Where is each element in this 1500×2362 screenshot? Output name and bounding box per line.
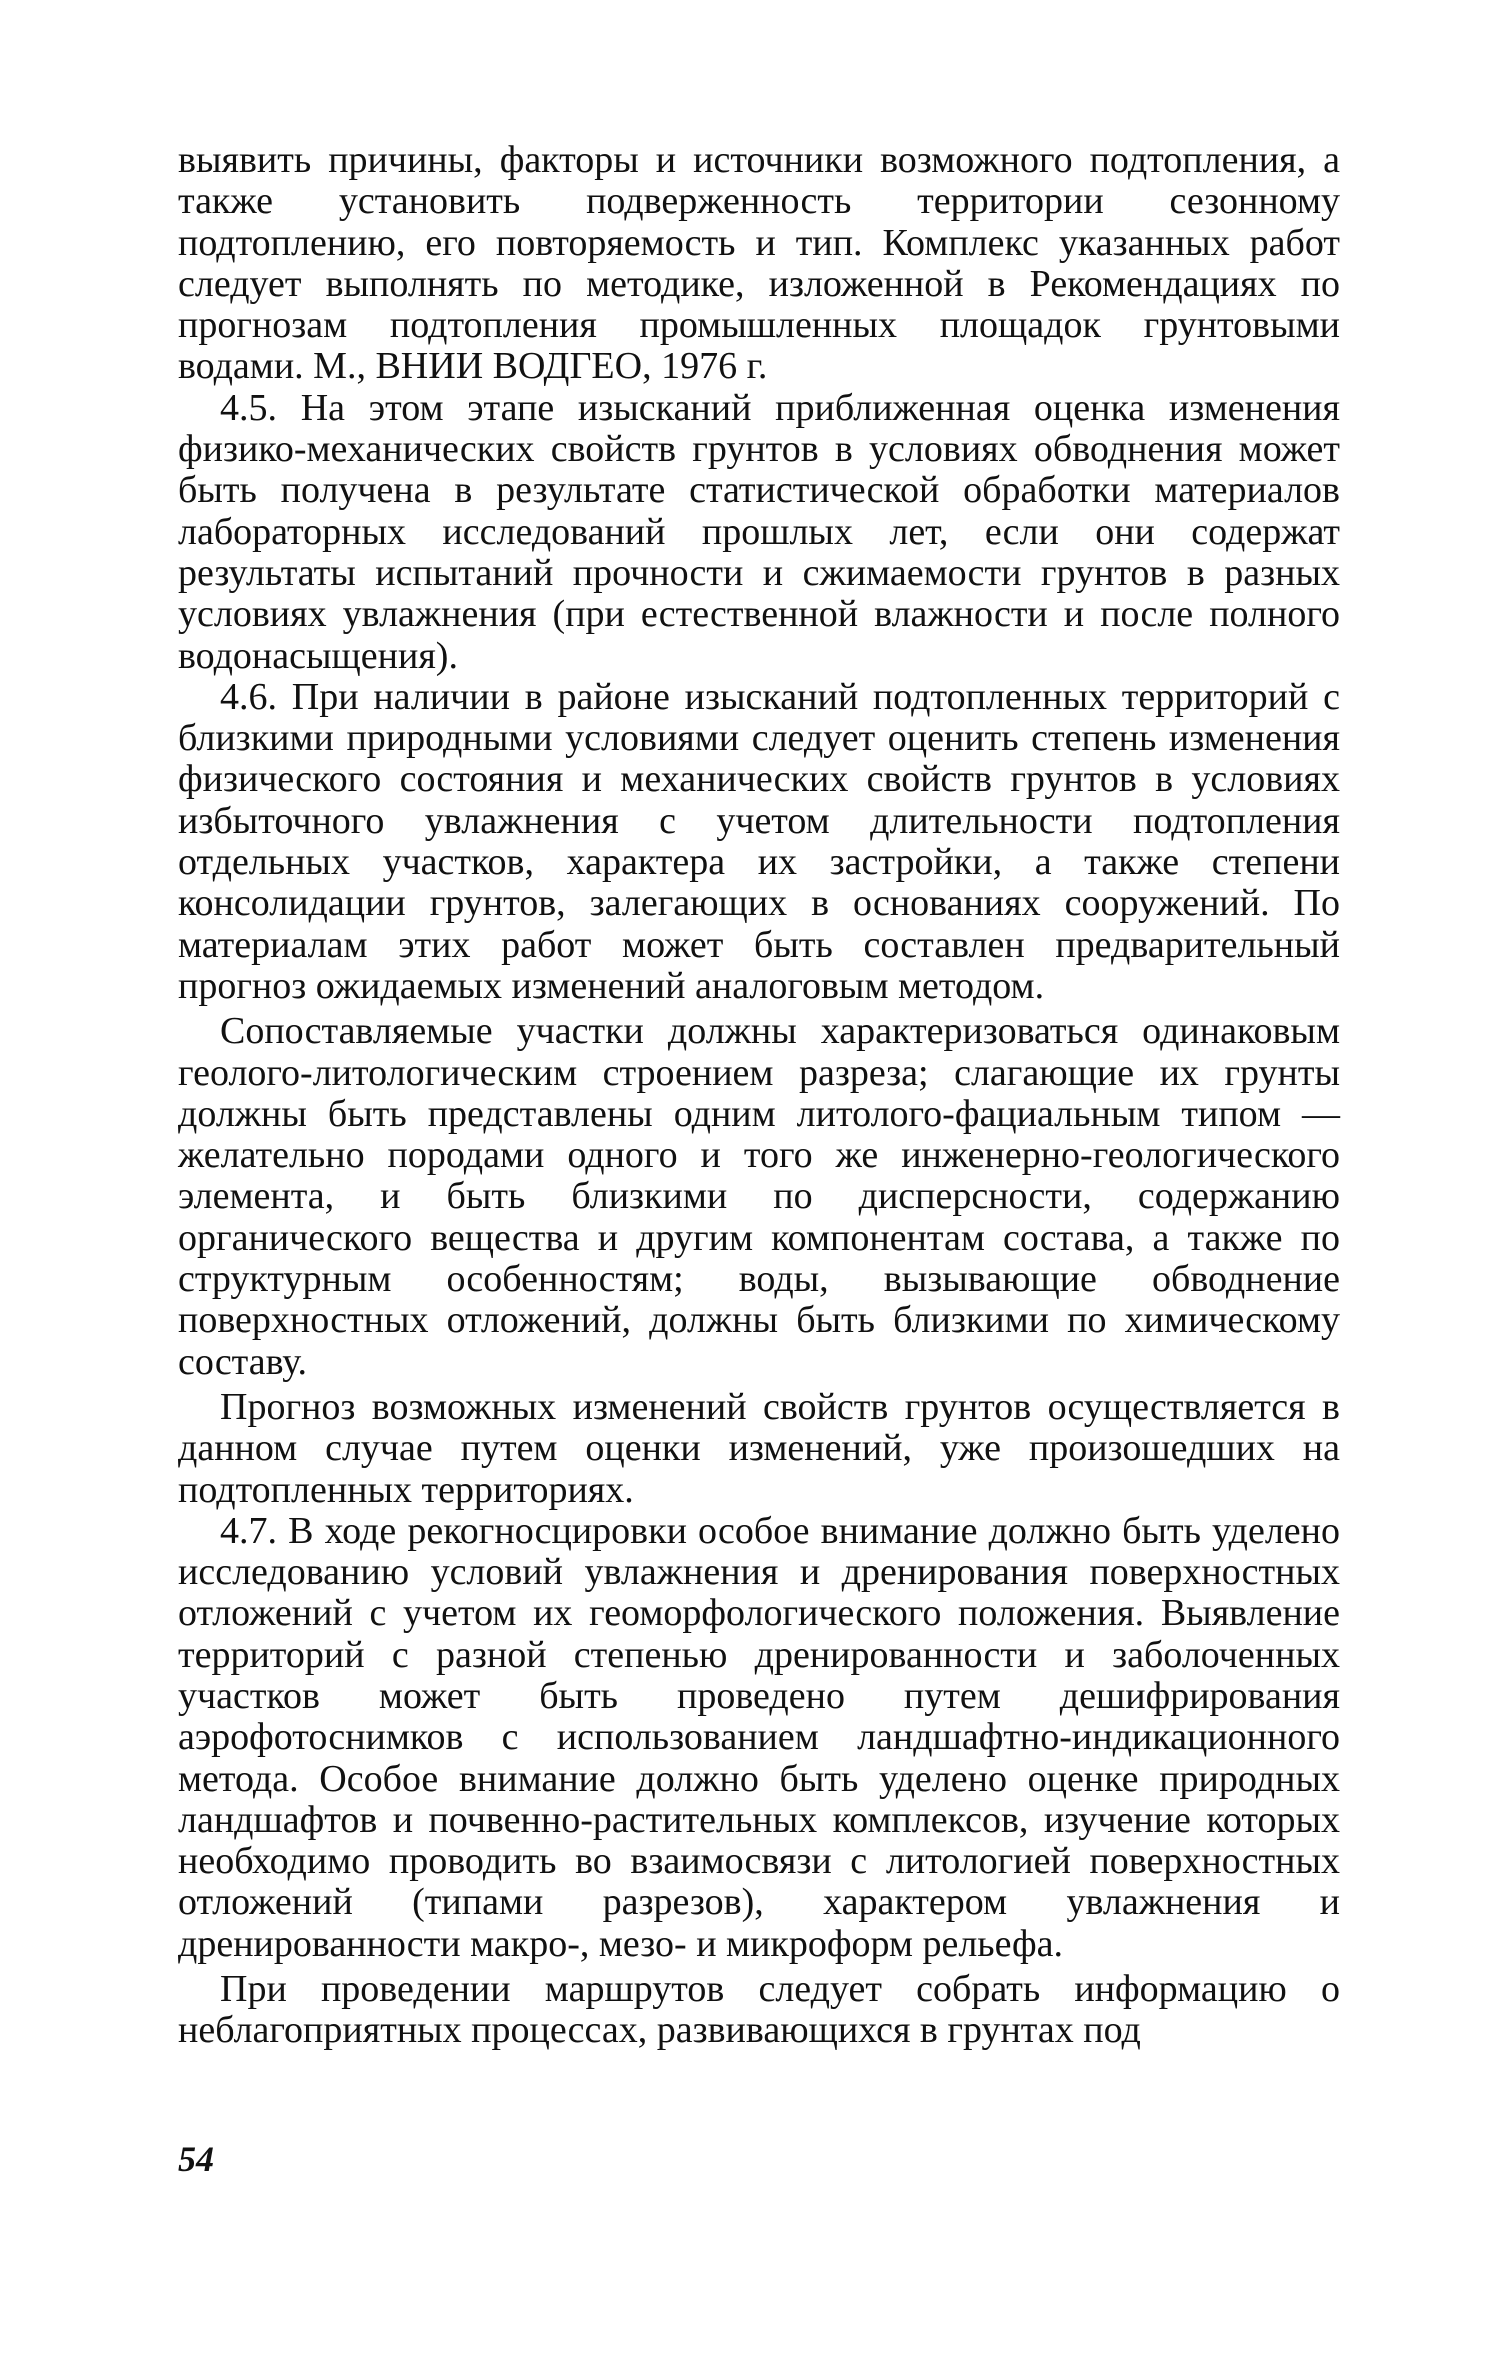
paragraph-forecast: Прогноз возможных изменений свойств грунтов осуществляется в данном случае путем оценки изменений, уже произошедших на подтопленных территориях.	[178, 1385, 1340, 1511]
paragraph-4-5: 4.5. На этом этапе изысканий приближенная оценка изменения физико-механических свойств грунтов в условиях обводнения может быть получена в результате статистической обработки материалов лабораторных исследований прошлых лет, если они содержат результаты испытаний прочности и сжимаемости грунтов в разных условиях увлажнения (при естественной влажности и после полного водонасыщения).	[178, 386, 1340, 677]
paragraph-continuation: выявить причины, факторы и источники возможного подтопления, а также установить подверженность территории сезонному подтоплению, его повторяемость и тип. Комплекс указанных работ следует выполнять по методике, изложенной в Рекомендациях по прогнозам подтопления промышленных площадок грунтовыми водами. М., ВНИИ ВОДГЕО, 1976 г.	[178, 139, 1340, 388]
page-number: 54	[178, 2139, 214, 2179]
paragraph-4-6: 4.6. При наличии в районе изысканий подтопленных территорий с близкими природными условиями следует оценить степень изменения физического состояния и механических свойств грунтов в условиях избыточного увлажнения с учетом длительности подтопления отдельных участков, характера их застройки, а также степени консолидации грунтов, залегающих в основаниях сооружений. По материалам этих работ может быть составлен предварительный прогноз ожидаемых изменений аналоговым методом.	[178, 675, 1340, 1007]
body-text	[178, 140, 1340, 2052]
paragraph-4-7: 4.7. В ходе рекогносцировки особое внимание должно быть уделено исследованию условий увлажнения и дренирования поверхностных отложений с учетом их геоморфологического положения. Выявление территорий с разной степенью дренированности и заболоченных участков может быть проведено путем дешифрирования аэрофотоснимков с использованием ландшафтно-индикационного метода. Особое внимание должно быть уделено оценке природных ландшафтов и почвенно-растительных комплексов, изучение которых необходимо проводить во взаимосвязи с литологией поверхностных отложений (типами разрезов), характером увлажнения и дренированности макро-, мезо- и микроформ рельефа.	[178, 1509, 1340, 1965]
paragraph-compared-sites: Сопоставляемые участки должны характеризоваться одинаковым геолого-литологическим строением разреза; слагающие их грунты должны быть представлены одним литолого-фациальным типом — желательно породами одного и того же инженерно-геологического элемента, и быть близкими по дисперсности, содержанию органического вещества и другим компонентам состава, а также по структурным особенностям; воды, вызывающие обводнение поверхностных отложений, должны быть близкими по химическому составу.	[178, 1010, 1340, 1383]
paragraph-routes: При проведении маршрутов следует собрать информацию о неблагоприятных процессах, развивающихся в грунтах под	[178, 1968, 1340, 2052]
